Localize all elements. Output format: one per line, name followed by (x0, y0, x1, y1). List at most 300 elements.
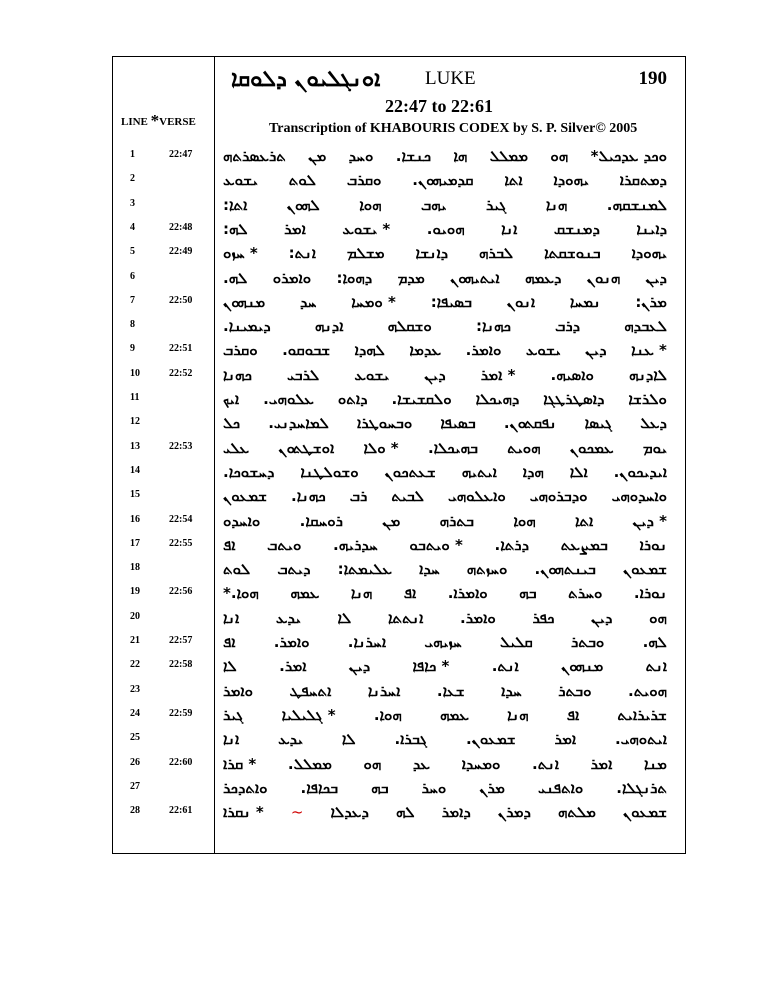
verse-reference: 22:54 (169, 513, 193, 525)
syriac-text-line (223, 728, 667, 750)
line-number: 19 (130, 586, 140, 598)
line-number: 25 (130, 732, 140, 744)
syriac-word: ܒܬܪܗ (439, 511, 474, 530)
syriac-word: ܒܣܝܦܐ (440, 414, 476, 433)
syriac-word: ܐܡܪ. (279, 657, 307, 676)
syriac-word: ܠܗ: (223, 219, 248, 238)
transcription-line (113, 728, 685, 752)
syriac-word: ܫܡܥܘܢ (622, 560, 667, 579)
verse-reference: 22:58 (169, 659, 193, 671)
transcription-line (113, 485, 685, 509)
line-number: 4 (130, 221, 135, 233)
syriac-word: ܐܬܐ (574, 511, 594, 530)
syriac-text-line (223, 315, 667, 337)
syriac-word: ܠܘܬ (223, 560, 251, 579)
syriac-word: ܘܐܥܠܘܗܝ (448, 487, 506, 506)
syriac-word: ܘܫܩܠܗ (387, 317, 432, 336)
syriac-word: ܪܒ (349, 487, 368, 506)
syriac-text-line (223, 412, 667, 434)
syriac-word: ܕܝܢ (348, 657, 371, 676)
syriac-word: ܐܦ (566, 705, 580, 724)
syriac-word: ܐܬܐ (504, 171, 523, 190)
syriac-text-line (223, 534, 667, 556)
syriac-word: ܩܠܝܠ (500, 633, 533, 651)
syriac-word: ܫܡܥܘܢ (223, 487, 267, 506)
syriac-word: ܡܢ (382, 511, 401, 530)
syriac-word: ܡܢ (308, 147, 327, 165)
transcription-line (113, 510, 685, 534)
verse-reference: 22:47 (169, 149, 193, 160)
syriac-word: ܐܕܢܗ (314, 317, 344, 336)
star-marker: * (150, 111, 160, 130)
syriac-word: ܐܢܐ (223, 730, 240, 749)
transcription-line (113, 631, 685, 655)
syriac-word: ܓܒܪܐ. (394, 730, 428, 749)
line-number: 27 (130, 780, 140, 792)
syriac-word: ܫܒܘܩܘ. (282, 341, 331, 360)
syriac-word: ܘܚܪܬ (568, 584, 603, 603)
syriac-text-line (223, 510, 667, 532)
syriac-word: ܐܠܐ (569, 462, 588, 481)
syriac-word: ܫܡܥܘܢ (622, 803, 667, 822)
syriac-word: ܐܢܬ: (288, 244, 316, 263)
syriac-text-line (223, 461, 667, 483)
syriac-word: ܐܦ (403, 584, 417, 603)
syriac-word: ܥܠܝ (223, 438, 250, 457)
syriac-word: ܕܝܢ (424, 365, 446, 384)
syriac-word: ܒܗ (371, 778, 389, 797)
verse-reference: 22:60 (169, 756, 193, 768)
syriac-word: ܝܗܘܕܐ (553, 171, 589, 190)
syriac-word: ܠܗ. (642, 633, 667, 651)
syriac-word: ܐܝܟ (223, 390, 240, 408)
syriac-word: ܗܘ (550, 147, 569, 165)
syriac-word: ܟܗܢܐ. (291, 487, 326, 506)
syriac-text-line (223, 655, 667, 677)
syriac-word: ܬܪܥܣܪܬܗ (223, 147, 286, 165)
verse-reference: 22:55 (169, 537, 193, 549)
syriac-word: ܢܦܩܬܘܢ. (503, 414, 557, 433)
syriac-word: ܝܫܘܥ (525, 341, 561, 360)
syriac-word: ܫܪܝܪܐܝܬ (617, 705, 667, 724)
syriac-word: ܗܢܘܢ (586, 268, 621, 287)
line-number: 20 (130, 610, 140, 622)
line-number: 14 (130, 464, 140, 476)
syriac-book-title: ܐܘܢܓܠܝܘܢ ܕܠܘܩܐ (231, 67, 381, 92)
syriac-word: ܕܥܕܠܐ (330, 803, 369, 822)
syriac-word: ܕܡܬܩܪܐ (619, 171, 667, 190)
verse-reference: 22:53 (169, 440, 193, 452)
syriac-word: ܡܢܗܘܢ (223, 292, 266, 311)
syriac-word: ܠܥܒܕܗ (624, 317, 667, 336)
syriac-word: ܘܒܬܪ (570, 633, 605, 651)
transcription-line (113, 242, 685, 266)
syriac-word: ܕܥܠ (640, 414, 667, 433)
syriac-text-line (223, 291, 667, 313)
transcription-line (113, 777, 685, 801)
transcription-line (113, 218, 685, 242)
syriac-word: ܘܐܡܪ. (465, 341, 502, 360)
syriac-word: ܡܡܠܠ. (287, 754, 332, 773)
syriac-word: ܠܒܪܗ (479, 244, 514, 263)
syriac-word: ܘܠܪܫܐ (628, 390, 667, 408)
syriac-word: ܐܚܪܢܐ (367, 681, 401, 700)
syriac-text-line (223, 218, 667, 240)
syriac-text-line (223, 169, 667, 191)
verse-reference: 22:51 (169, 343, 193, 355)
transcription-line (113, 364, 685, 388)
transcription-line (113, 534, 685, 558)
syriac-word: ܘܐܚܕܘܗܝ (611, 487, 667, 506)
syriac-word: ܝܫܘܥ (354, 365, 390, 384)
syriac-word: * ܚܙܘ (223, 244, 258, 263)
verse-reference: 22:52 (169, 367, 193, 379)
syriac-word: * ܓܠܝܠܝܐ (281, 705, 336, 724)
transcription-line (113, 315, 685, 339)
transcription-line (113, 169, 685, 193)
syriac-word: ܕܝܢ (591, 608, 613, 627)
syriac-word: ܐܡܪ (554, 730, 577, 749)
syriac-word: ܗܕܐ (522, 462, 544, 481)
syriac-word: ܘܐܡܪܘ (272, 268, 312, 287)
syriac-text-line (223, 753, 667, 775)
syriac-word: ܥܕܡܐ (409, 341, 442, 360)
syriac-word: ܘܝܬܒ (267, 535, 302, 554)
syriac-text-line (223, 242, 667, 264)
syriac-text-line (223, 364, 667, 386)
syriac-word: ܝܗܒ (420, 195, 447, 214)
syriac-word: ܥܕ (412, 754, 431, 773)
line-number: 5 (130, 246, 135, 258)
syriac-word: ܘܫܘܠܛܢܐ (300, 462, 359, 481)
syriac-word: ܐܝܕܝܟܘܢ. (613, 462, 667, 481)
syriac-word: ܐܘܫܛܬܘܢ (278, 438, 335, 457)
syriac-word: ܠܗ (395, 803, 415, 822)
syriac-word: ܘܐܚܕܘ (223, 511, 261, 530)
syriac-word: ܕܐܡܪ (441, 803, 471, 822)
syriac-word: ܘܟܕ ܥܕܟܝܠ* (590, 147, 667, 165)
verse-reference: 22:50 (169, 294, 193, 306)
syriac-word: ܓܝܪ (223, 705, 244, 724)
syriac-text-line (223, 485, 667, 507)
syriac-word: ܡܫܠܡ (346, 244, 385, 263)
syriac-text-line (223, 777, 667, 799)
syriac-word: ܕܝܡܝܢܐ. (223, 317, 271, 336)
line-number: 1 (130, 149, 135, 160)
syriac-word: ܐܢܬ. (491, 657, 519, 676)
syriac-word: ܘܠܩܫܝܫܐ. (391, 390, 452, 408)
syriac-word: ܒܢܘܫܩܬܐ (544, 244, 601, 263)
syriac-word: ܝܕܥ (278, 730, 304, 749)
syriac-word: ܫܡܥܘܢ. (465, 730, 516, 749)
syriac-word: ܗܘܝܬ (507, 438, 541, 457)
syriac-word: ܠܗ. (223, 268, 248, 287)
syriac-text-line (223, 801, 667, 823)
line-number: 26 (130, 756, 140, 768)
transcription-line (113, 753, 685, 777)
syriac-word: ܘܐܡܪ (223, 681, 254, 700)
syriac-word: ܐܡܪ (590, 754, 613, 773)
syriac-word: ܘܡܚܕܐ (461, 754, 501, 773)
syriac-word: ܘܕܒܪܘܗܝ (529, 487, 588, 506)
syriac-word: ܠܗܕܐ (354, 341, 385, 360)
syriac-word: ܝܘܡ (642, 438, 667, 457)
syriac-word: ܚܕܐ (501, 681, 522, 700)
syriac-word: ܒܣܝܦܐ: (430, 292, 472, 311)
syriac-word: ܡܕܡ (397, 268, 425, 287)
syriac-word: ܒܡܨܥܬ (560, 535, 608, 554)
line-number: 6 (130, 270, 135, 282)
syriac-word: ܐܦ (223, 633, 236, 651)
syriac-word: ܟܗܢܐ: (475, 317, 511, 336)
syriac-word: ܗܘ (363, 754, 382, 773)
syriac-word: ܐܦ (223, 535, 236, 554)
syriac-word: ܐܢܬ. (532, 754, 559, 773)
line-number: 9 (130, 343, 135, 355)
verse-reference: 22:59 (169, 707, 193, 719)
syriac-word: ܠܐ (223, 657, 237, 676)
syriac-word: ܕܡܪܢ (497, 803, 531, 822)
syriac-word: ܗܘ (649, 608, 667, 627)
syriac-word: ܕܗܝܟܠܐ (475, 390, 520, 408)
transcription-line (113, 412, 685, 436)
verse-reference: 22:48 (169, 221, 193, 233)
syriac-word: ܥܠܝܡܬܐ: (337, 560, 392, 579)
syriac-word: ܐܢܬܬܐ (387, 608, 424, 627)
syriac-word: ܐܝܬܝܗ (461, 462, 497, 481)
syriac-word: ܟܗܢܐ (223, 365, 252, 384)
line-number: 8 (130, 319, 135, 331)
syriac-word: ܘܩܪܒ (346, 171, 382, 190)
syriac-word: ܘܚܪ (421, 778, 447, 797)
syriac-word: ܕܐܬܘ (337, 390, 368, 408)
line-number: 24 (130, 707, 140, 719)
syriac-word: ܠܪܒܝ (287, 365, 320, 384)
syriac-word: ܡܪܢ: (635, 292, 667, 311)
syriac-word: ܐܢܐ (223, 608, 240, 627)
syriac-word: ܘܩܪܒ (223, 341, 258, 360)
syriac-word: ܠܐܕܢܗ (628, 365, 667, 384)
syriac-text-line (223, 339, 667, 361)
syriac-word: ܕܐܢܫܐ (415, 244, 449, 263)
syriac-word: ܟܠ (223, 414, 241, 433)
syriac-word: * ܝܫܘܥ (342, 219, 391, 238)
syriac-word: ܪܘܚܩܐ. (299, 511, 343, 530)
syriac-word: ܒܗܝܟܠܐ. (427, 438, 478, 457)
syriac-word: ܓܝܣܐ (584, 414, 613, 433)
line-number: 17 (130, 537, 140, 549)
syriac-word: ܠܐ (337, 608, 352, 627)
verse-reference: 22:61 (169, 805, 193, 817)
verse-column-label: VERSE (159, 116, 196, 128)
syriac-word: ܠܗܘܢ (286, 195, 320, 214)
line-number: 11 (130, 392, 140, 403)
syriac-word: ܚܕܐ (419, 560, 440, 579)
syriac-word: ܐܬܚܦܛ (289, 681, 332, 700)
syriac-word: ܗܢܐ (507, 705, 529, 724)
syriac-text-line (223, 680, 667, 702)
line-column-label: LINE (121, 116, 148, 128)
syriac-text-line (223, 437, 667, 459)
verse-reference: 22:49 (169, 246, 193, 258)
line-number: 28 (130, 805, 140, 817)
syriac-word: ܐܝܬܝܗܘܢ (450, 268, 500, 287)
syriac-word: ܐܬܐ: (223, 195, 248, 214)
transcription-line (113, 267, 685, 291)
syriac-word: ܐܚܪܢܐ. (347, 633, 387, 651)
syriac-word: ܘܚܕ (348, 147, 374, 165)
syriac-word: ܡܢܐ (643, 754, 667, 773)
syriac-word: ܕܝܬܒ (277, 560, 311, 579)
syriac-word: ܕܡܢܫܩ (553, 219, 600, 238)
syriac-word: ܡܡܠܠ (489, 147, 528, 165)
line-number: 3 (130, 197, 135, 209)
syriac-text-line (223, 145, 667, 167)
syriac-word: ܐܢܬ (645, 657, 667, 676)
syriac-word: * ܥܢܐ (631, 341, 667, 360)
line-number: 10 (130, 367, 140, 379)
syriac-word: ܗܘܐ. (373, 705, 402, 724)
transcription-line (113, 388, 685, 412)
syriac-word: ܥܡܗ (290, 584, 320, 603)
syriac-word: ܥܠܘܗܝ. (263, 390, 314, 408)
syriac-word: ܘܐܡܪܐ. (447, 584, 488, 603)
syriac-word: ܫܥܐ. (436, 681, 465, 700)
syriac-word: ܡܢܗܘܢ (561, 657, 604, 676)
line-number: 13 (130, 440, 140, 452)
syriac-word: ܗܘܐ.* (223, 584, 259, 603)
syriac-word: * ܢܩܪܐ (223, 803, 264, 822)
syriac-word: ܕܪܬܐ. (494, 535, 529, 554)
page-frame (112, 56, 686, 854)
syriac-word: ܐܝܬܘܗܝ. (614, 730, 667, 749)
syriac-word: ܬܪܢܓܠܐ. (616, 778, 667, 797)
verse-range: 22:47 to 22:61 (385, 96, 493, 116)
syriac-word: ܝܕܥ (275, 608, 301, 627)
syriac-word: ܗܘܝܘ. (426, 219, 465, 238)
line-number: 7 (130, 294, 135, 306)
syriac-word: ܘܐܬܕܟܪ (223, 778, 268, 797)
syriac-word: ܕܐܝܢܐ (636, 219, 667, 238)
syriac-word: * ܩܪܐ (223, 754, 257, 773)
line-number: 18 (130, 562, 140, 574)
line-number: 16 (130, 513, 140, 525)
syriac-word: ܚܙܝܗܝ (424, 633, 462, 651)
syriac-word: * ܕܝܢ (632, 511, 667, 530)
syriac-word: ܥܡܟܘܢ (569, 438, 614, 457)
syriac-word: ܘܚܙܬܗ (466, 560, 508, 579)
transcription-line (113, 607, 685, 631)
syriac-text-line (223, 631, 667, 653)
syriac-text-line (223, 194, 667, 216)
transcription-line (113, 291, 685, 315)
syriac-word: ܕܚܫܘܟܐ. (223, 462, 275, 481)
syriac-word: ܕܐܣܛܪܛܓܐ (543, 390, 605, 408)
transcription-line (113, 461, 685, 485)
syriac-word: ܕܝܢ (585, 341, 607, 360)
syriac-text-line (223, 558, 667, 580)
syriac-word: ܠܒܝܬ (391, 487, 424, 506)
syriac-word: ܢܘܪܐ. (633, 584, 667, 603)
syriac-text-line (223, 267, 667, 289)
transcription-line (113, 704, 685, 728)
syriac-word: ܓܝܪ (486, 195, 507, 214)
syriac-word: ܐܢܐ (501, 219, 518, 238)
syriac-word: ܗܘܐ (513, 511, 536, 530)
syriac-word: ܕܥܡܗ (524, 268, 562, 287)
transcription-line (113, 194, 685, 218)
syriac-word: ܒܗ (519, 584, 537, 603)
syriac-word: ܫܥܬܟܘܢ (384, 462, 436, 481)
syriac-word: ܗܢܐ (545, 195, 568, 214)
syriac-word: ܚܕܪܝܗ. (333, 535, 378, 554)
syriac-word: ܘܐܡܪ. (460, 608, 496, 627)
page-number: 190 (638, 68, 667, 89)
syriac-word: ܠܘܬ (288, 171, 316, 190)
tilde-marker: ~ (290, 803, 304, 822)
syriac-word: ܗܢܐ (350, 584, 373, 603)
syriac-word: ܝܗܘܕܐ (631, 244, 667, 263)
transcription-line (113, 655, 685, 679)
transcription-line (113, 582, 685, 606)
syriac-word: * ܘܡܚܐ (351, 292, 396, 311)
syriac-word: ܘܐܣܝܗ. (550, 365, 594, 384)
syriac-word: ܠܐ (341, 730, 356, 749)
transcription-credit: Transcription of KHABOURIS CODEX by S. P. Silver© 2005 (269, 121, 638, 136)
line-number: 12 (130, 416, 140, 428)
syriac-word: ܐܡܪ (284, 219, 306, 238)
syriac-word: ܐܢܘܢ (506, 292, 536, 311)
syriac-word: ܢܘܪܐ (639, 535, 667, 554)
syriac-word: * ܘܠܐ (363, 438, 399, 457)
verse-reference: 22:56 (169, 586, 193, 598)
syriac-text-line (223, 582, 667, 604)
syriac-word: ܘܐܬܦܢܝ (537, 778, 584, 797)
syriac-word: ܘܒܬܪ (558, 681, 592, 700)
syriac-word: ܗܘܐ (359, 195, 382, 214)
syriac-word: ܕܝܢ (645, 268, 667, 287)
syriac-word: ܚܕ (300, 292, 317, 311)
syriac-word: ܝܫܘܥ (223, 171, 258, 190)
syriac-word: * ܐܡܪ (480, 365, 516, 384)
transcription-line (113, 145, 685, 169)
book-name: LUKE (425, 68, 476, 89)
line-number: 22 (130, 659, 140, 671)
syriac-word: ܠܡܢܫܩܗ. (606, 195, 667, 214)
syriac-word: ܒܟܐܦܐ. (300, 778, 339, 797)
syriac-word: ܗܐ (453, 147, 468, 165)
line-number: 21 (130, 635, 140, 646)
syriac-word: ܘܐܡܪ. (273, 633, 310, 651)
transcription-line (113, 339, 685, 363)
syriac-word: * ܟܐܦܐ (412, 657, 450, 676)
syriac-word: ܢܡܚܐ (569, 292, 601, 311)
syriac-word: ܘܒܚܘܛܪܐ (357, 414, 413, 433)
syriac-word: ܒܝܢܬܗܘܢ. (534, 560, 596, 579)
line-number: 2 (130, 173, 135, 185)
transcription-line (113, 558, 685, 582)
syriac-word: ܕܪܒ (555, 317, 581, 336)
syriac-word: ܕܗܘܐ: (336, 268, 373, 287)
syriac-word: ܥܡܗ (439, 705, 469, 724)
syriac-word: ܠܡܐܚܕܢܝ. (268, 414, 329, 433)
syriac-word: ܟܢܫܐ. (395, 147, 431, 165)
syriac-text-line (223, 388, 667, 410)
syriac-word: ܟܦܪ (532, 608, 555, 627)
syriac-text-line (223, 607, 667, 629)
syriac-word: ܡܪܢ (479, 778, 505, 797)
transcription-line (113, 437, 685, 461)
